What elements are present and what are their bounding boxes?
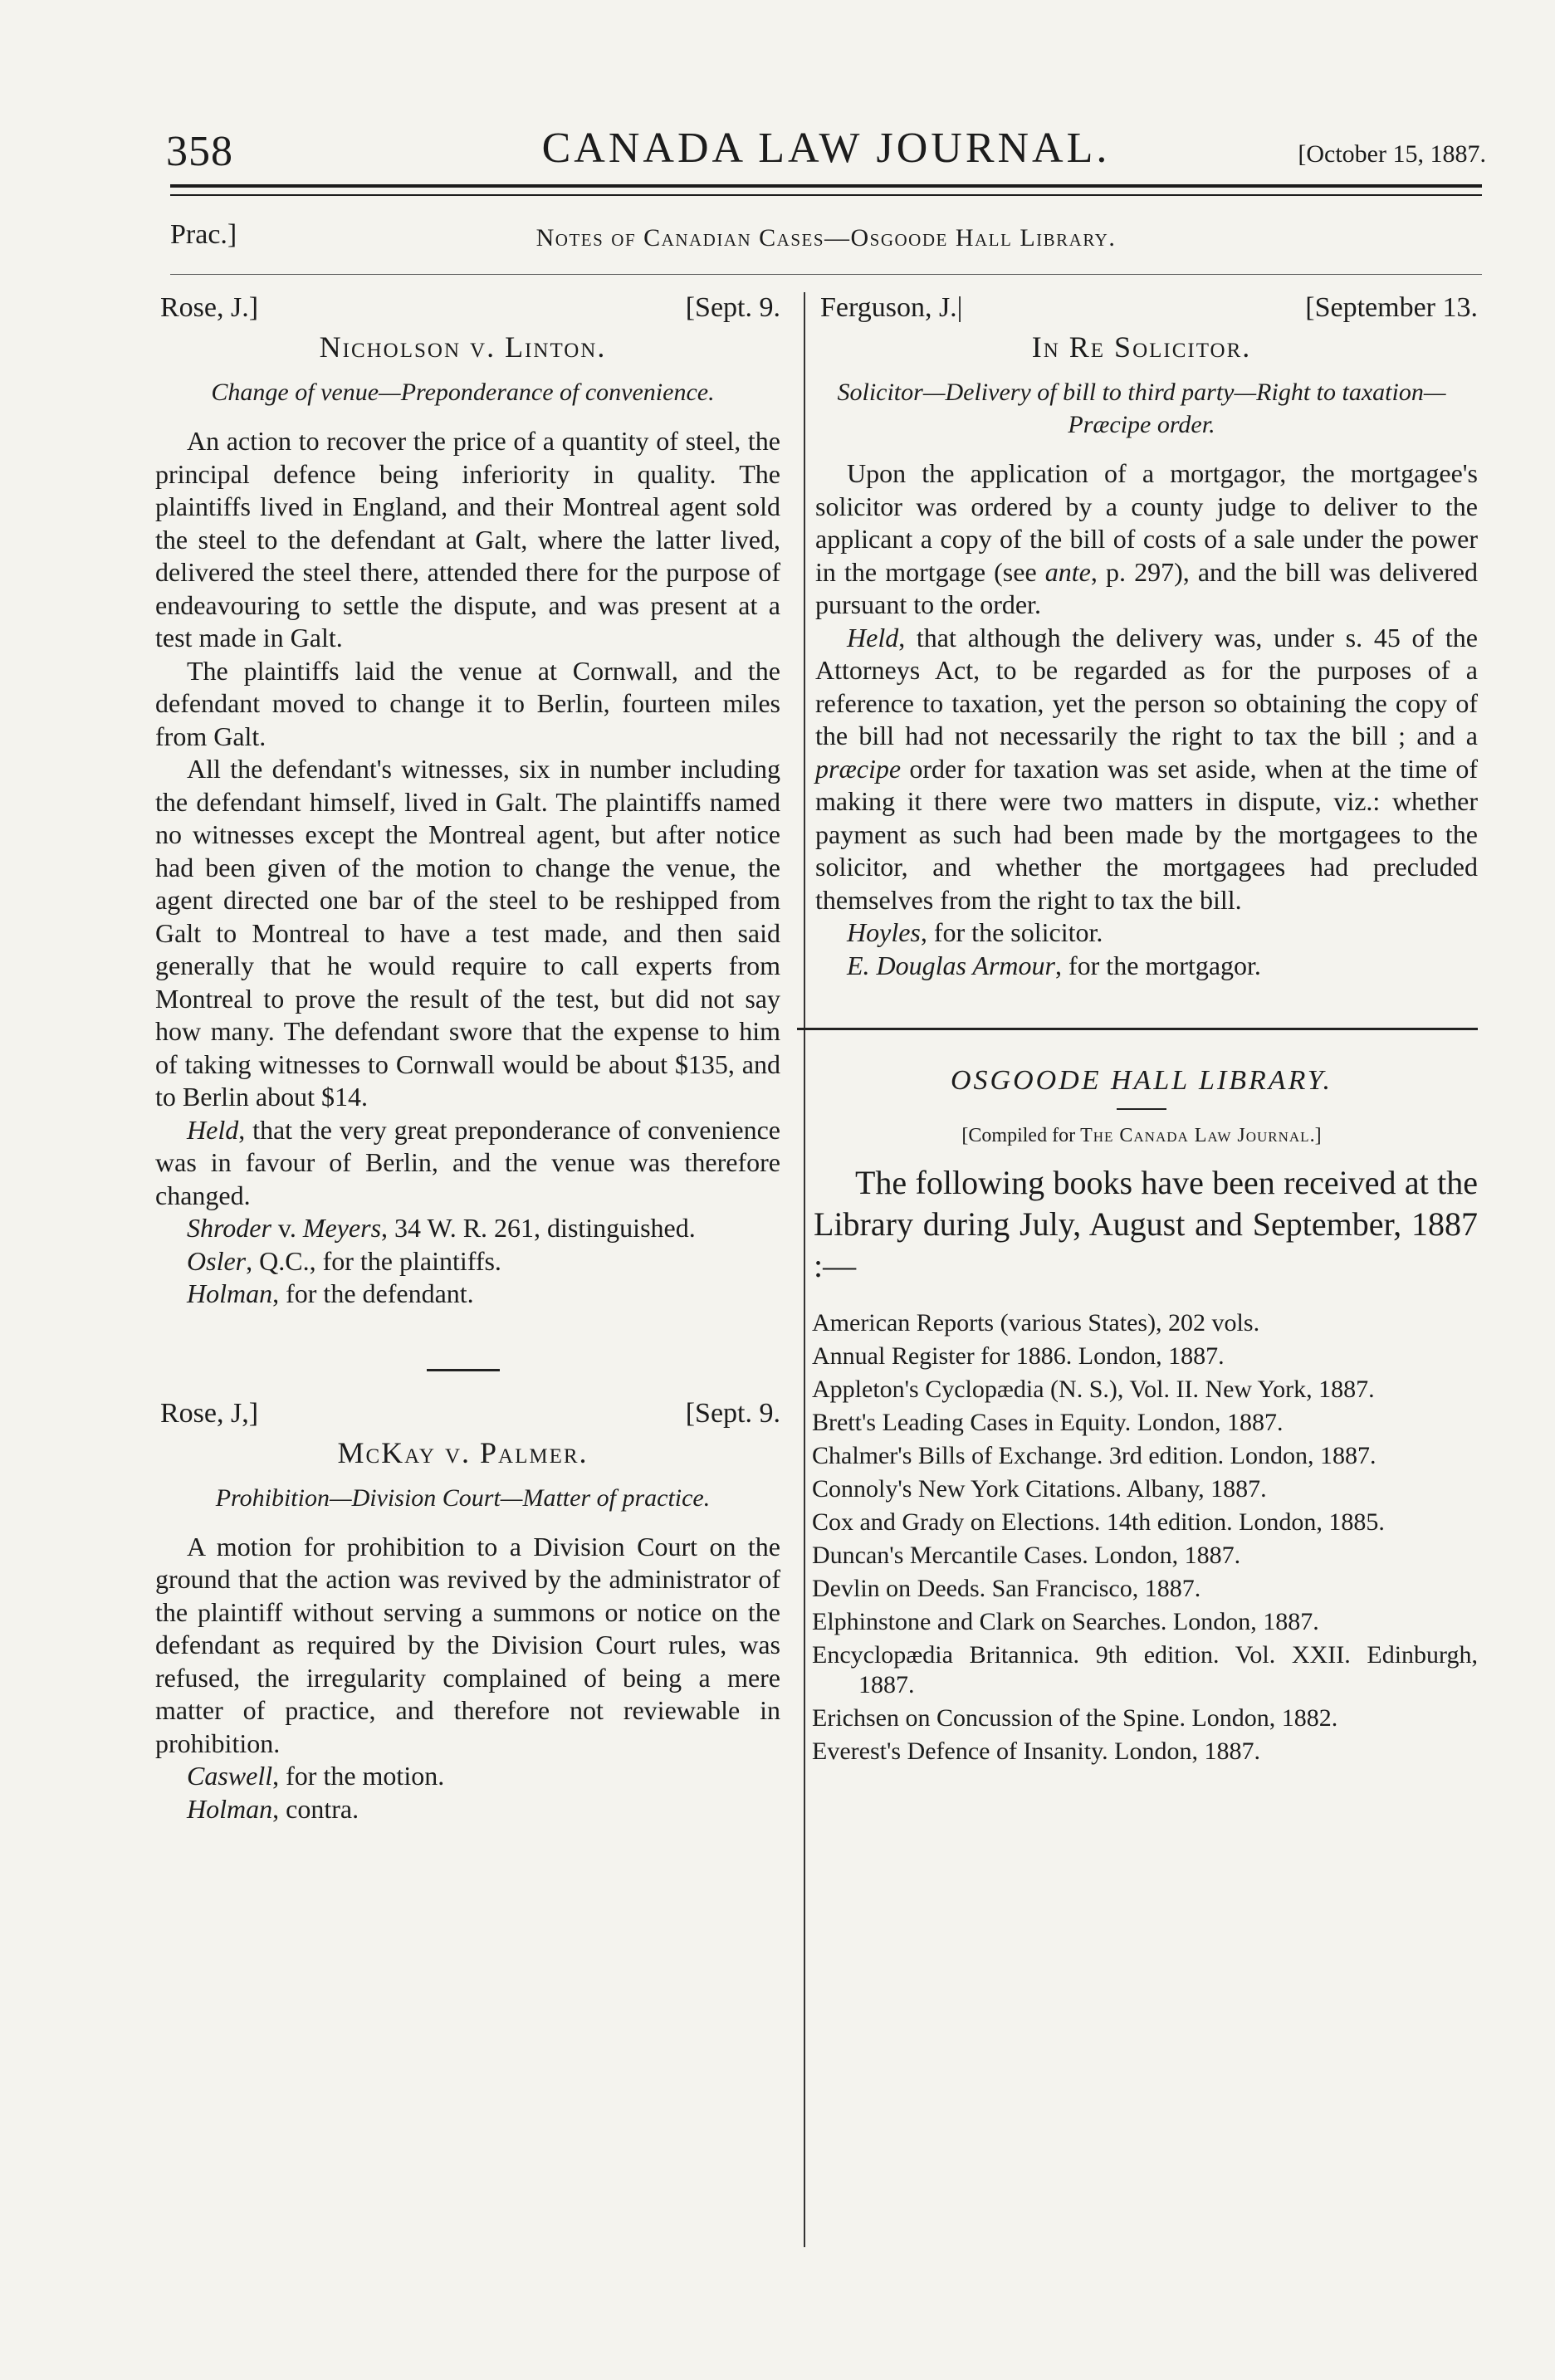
case-holding	[145, 1114, 780, 1213]
case-paragraph	[805, 457, 1478, 622]
book-entry: Annual Register for 1886. London, 1887.	[812, 1342, 1225, 1370]
case-judge: Rose, J,]	[160, 1397, 259, 1429]
counsel-line	[805, 950, 1478, 983]
prac-label: Prac.]	[170, 219, 237, 250]
held-text: , that the very great preponderance of convenience was in favour of Berlin, and the venue was therefore changed.	[155, 1114, 780, 1210]
section-rule	[170, 274, 1482, 275]
case-paragraph: A motion for prohibition to a Division Court on the ground that the action was revived by the administrator of the plaintiff without serving a summons or notice on the defendant as required by the Division Court rules, was refused, the irregularity complained of being a mere matter of practice, and therefore not reviewable in prohibition.	[155, 1531, 780, 1758]
counsel-line	[145, 1245, 780, 1278]
right-column	[805, 291, 1478, 1770]
held-label: Held	[847, 622, 899, 652]
case-mckay-palmer	[145, 1396, 780, 1826]
book-entry: Connoly's New York Citations. Albany, 1887.	[812, 1475, 1267, 1503]
library-intro: The following books have been received at the Library during July, August and September, 1887 :—	[814, 1164, 1478, 1284]
case-meta	[145, 291, 780, 329]
book-list	[805, 1308, 1478, 1767]
book-entry: Elphinstone and Clark on Searches. London, 1887.	[812, 1608, 1319, 1635]
counsel-name: Holman	[187, 1278, 273, 1308]
issue-date: [October 15, 1887.	[1298, 140, 1486, 168]
counsel-name: Caswell	[187, 1761, 273, 1791]
case-meta	[805, 291, 1478, 329]
case-meta	[145, 1396, 780, 1434]
compiled-suffix: .]	[1309, 1125, 1322, 1146]
case-date: [Sept. 9.	[685, 292, 780, 323]
citation-reference: , 34 W. R. 261, distinguished.	[381, 1213, 696, 1243]
counsel-name: Hoyles	[847, 917, 921, 947]
header-rule-thin	[170, 194, 1482, 196]
counsel-line	[805, 916, 1478, 950]
book-entry: Erichsen on Concussion of the Spine. London, 1882.	[812, 1704, 1338, 1732]
case-date: [September 13.	[1305, 292, 1478, 323]
case-judge: Ferguson, J.|	[820, 292, 963, 323]
case-separator	[427, 1369, 500, 1371]
library-title: OSGOODE HALL LIBRARY.	[950, 1065, 1333, 1096]
case-headnote: Solicitor—Delivery of bill to third party—Right to taxation—Præcipe order.	[837, 379, 1446, 438]
counsel-line	[145, 1760, 780, 1793]
counsel-line	[145, 1793, 780, 1826]
compiled-journal: The Canada Law Journal	[1080, 1125, 1310, 1146]
case-in-re-solicitor	[805, 291, 1478, 982]
counsel-name: E. Douglas Armour	[847, 950, 1055, 980]
running-header	[166, 120, 1486, 178]
ante-reference: ante	[1044, 556, 1091, 587]
library-section	[805, 1065, 1478, 1767]
book-entry: Encyclopædia Britannica. 9th edition. Vol. XXII. Edinburgh, 1887.	[812, 1641, 1478, 1698]
praecipe-term: præcipe	[815, 753, 902, 784]
paragraph-text: , p. 297), and the bill was delivered pursuant to the order.	[815, 556, 1479, 619]
citation-party: Meyers	[302, 1213, 382, 1243]
counsel-line	[145, 1278, 780, 1311]
book-entry: Everest's Defence of Insanity. London, 1887.	[812, 1737, 1260, 1765]
header-rule-thick	[170, 184, 1482, 188]
case-nicholson-linton	[145, 291, 780, 1311]
compiled-prefix: [Compiled for	[961, 1125, 1081, 1146]
held-text: order for taxation was set aside, when at the time of making it there were two matters in dispute, viz.: whether payment as such had been made by the mortgagees to the solicitor, and whether the mortgagees had precluded themselves from the right to tax the bill.	[815, 753, 1478, 915]
case-paragraph: All the defendant's witnesses, six in number including the defendant himself, lived in Galt. The plaintiffs named no witnesses except the Montreal agent, but after notice had been given of the motion to change the venue, the agent directed one bar of the steel to be reshipped from Galt to Montreal to have a test made, and then said generally that he would require to call experts from Montreal to prove the result of the test, but did not say how many. The defendant swore that the expense to him of taking witnesses to Cornwall would be about $135, and to Berlin about $14.	[155, 754, 780, 1112]
book-entry: Cox and Grady on Elections. 14th edition. London, 1885.	[812, 1508, 1385, 1536]
case-paragraph: An action to recover the price of a quantity of steel, the principal defence being inferiority in quality. The plaintiffs lived in England, and their Montreal agent sold the steel to the defendant at Galt, where the latter lived, delivered the steel there, attended there for the purpose of endeavouring to settle the dispute, and was present at a test made in Galt.	[155, 426, 780, 652]
case-title: Nicholson v. Linton.	[319, 330, 607, 364]
counsel-role: , for the solicitor.	[920, 917, 1103, 947]
counsel-role: , contra.	[272, 1793, 359, 1824]
paragraph-text: Upon the application of a mortgagor, the mortgagee's solicitor was ordered by a county judge to deliver to the applicant a copy of the bill of costs of a sale under the power in the mortgage (see	[815, 458, 1478, 587]
book-entry: Appleton's Cyclopædia (N. S.), Vol. II. New York, 1887.	[812, 1376, 1375, 1403]
counsel-role: , for the mortgagor.	[1054, 950, 1261, 980]
case-headnote: Change of venue—Preponderance of convenience.	[211, 379, 715, 406]
case-holding	[805, 622, 1478, 917]
counsel-name: Osler	[187, 1245, 247, 1276]
counsel-name: Holman	[187, 1793, 273, 1824]
counsel-role: , Q.C., for the plaintiffs.	[246, 1245, 501, 1276]
case-judge: Rose, J.]	[160, 292, 259, 323]
section-title: Notes of Canadian Cases—Osgoode Hall Library.	[535, 224, 1117, 252]
book-entry: Devlin on Deeds. San Francisco, 1887.	[812, 1575, 1201, 1602]
held-text: , that although the delivery was, under s. 45 of the Attorneys Act, to be regarded as for the purposes of a reference to taxation, yet the person so obtaining the copy of the bill had not necessarily the right to tax the bill ; and a	[815, 622, 1478, 750]
left-column	[145, 291, 780, 1825]
counsel-role: , for the defendant.	[272, 1278, 474, 1308]
library-compiled-note	[805, 1125, 1478, 1147]
book-entry: Brett's Leading Cases in Equity. London, 1887.	[812, 1409, 1284, 1436]
book-entry: Chalmer's Bills of Exchange. 3rd edition. London, 1887.	[812, 1442, 1377, 1469]
citation-party: Shroder	[187, 1213, 271, 1243]
page-number: 358	[166, 128, 233, 175]
journal-title: CANADA LAW JOURNAL.	[541, 125, 1111, 172]
section-header	[170, 219, 1482, 261]
library-rule	[797, 1028, 1478, 1030]
library-dash	[1117, 1108, 1166, 1110]
held-label: Held	[187, 1114, 239, 1145]
case-title: McKay v. Palmer.	[337, 1435, 589, 1469]
case-title: In Re Solicitor.	[1031, 330, 1252, 364]
counsel-role: , for the motion.	[272, 1761, 445, 1791]
case-date: [Sept. 9.	[685, 1397, 780, 1429]
citation-versus: v.	[271, 1213, 303, 1243]
book-entry: Duncan's Mercantile Cases. London, 1887.	[812, 1542, 1241, 1569]
book-entry: American Reports (various States), 202 vols.	[812, 1309, 1260, 1337]
case-paragraph: The plaintiffs laid the venue at Cornwall, and the defendant moved to change it to Berlin, fourteen miles from Galt.	[155, 655, 780, 751]
case-citation	[145, 1212, 780, 1245]
case-headnote: Prohibition—Division Court—Matter of practice.	[215, 1483, 711, 1512]
